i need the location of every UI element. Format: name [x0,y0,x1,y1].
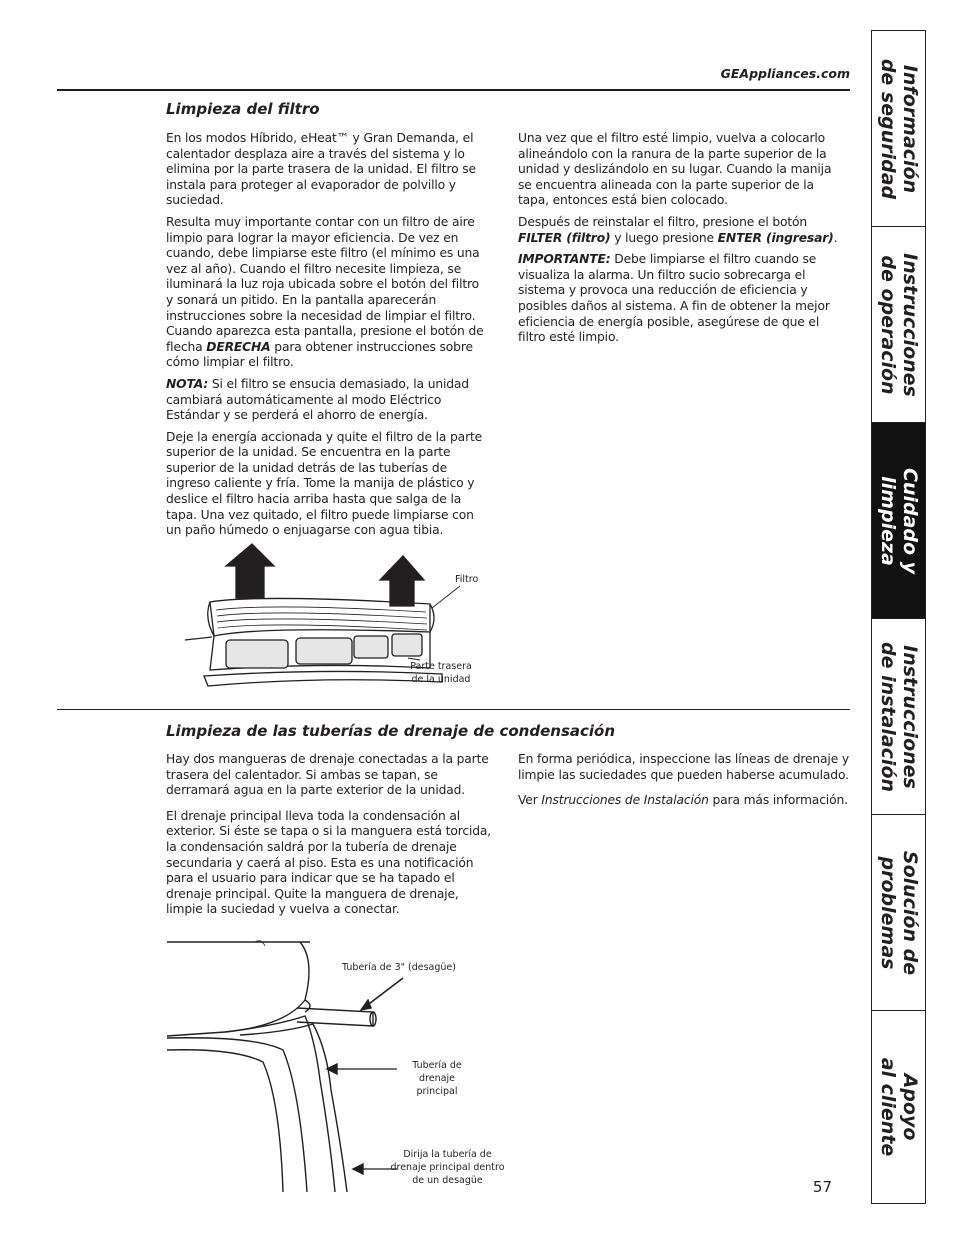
paragraph: Una vez que el filtro esté limpio, vuelva a colocarlo alineándolo con la ranura de la parte superior de la unidad y deslizándolo en su lugar. Cuando la manija se encuentra alineada con la parte superior de la tapa, entonces está bien colocado. [518,131,832,208]
tab-instrucciones-instalacion[interactable] [872,619,925,815]
paragraph: Hay dos mangueras de drenaje conectadas a la parte trasera del calentador. Si ambas se tapan, se derramará agua en la parte exterior de la unidad. [166,752,489,798]
tab-label: Instrucciones de instalación [876,641,921,792]
paragraph: Resulta muy importante contar con un filtro de aire limpio para lograr la mayor eficiencia. De vez en cuando, debe limpiarse este filtro (el mínimo es una vez al año). Cuando el filtro necesite limpieza, se iluminará la luz roja ubicada sobre el botón del filtro y sonará un pitido. En la pantalla aparecerán instrucciones sobre la necesidad de limpiar el filtro. Cuando aparezca esta pantalla, presione el botón de flecha DERECHA para obtener instrucciones sobre cómo limpiar el filtro. [166,214,484,370]
tab-solucion-problemas[interactable] [872,815,925,1011]
drain-left-column [166,752,496,924]
paragraph: Después de reinstalar el filtro, presione el botón FILTER (filtro) y luego presione ENTER (ingresar). [518,214,838,245]
tab-label: Información de seguridad [876,58,921,199]
tab-instrucciones-operacion[interactable] [872,227,925,423]
side-tabs [871,30,926,1204]
arrow-head-icon [353,1164,363,1174]
main-drain-label: Tubería de drenaje principal [412,1060,462,1097]
important-paragraph: IMPORTANTE: Debe limpiarse el filtro cuando se visualiza la alarma. Un filtro sucio sobrecarga el sistema y provoca una reducción de eficiencia y posibles daños al sistema. A fin de obtener la mejor eficiencia de energía posible, asegúrese de que el filtro esté limpio. [518,252,830,345]
tab-cuidado-limpieza[interactable] [872,423,925,619]
site-url: GEAppliances.com [720,66,850,81]
header-rule [57,89,850,91]
pipe-3in-label: Tubería de 3" (desagüe) [342,962,456,973]
up-arrow-icon [380,556,424,606]
paragraph: Ver Instrucciones de Instalación para más información. [518,793,848,808]
tab-informacion-seguridad[interactable] [872,31,925,227]
paragraph: En los modos Híbrido, eHeat™ y Gran Demanda, el calentador desplaza aire a través del sistema y lo elimina por la parte trasera de la unidad. El filtro se instala para proteger al evaporador de polvillo y suciedad. [166,131,476,208]
tab-label: Instrucciones de operación [876,252,921,397]
page-number: 57 [812,1178,832,1196]
filter-label: Filtro [455,574,479,585]
section-title-drain: Limpieza de las tuberías de drenaje de condensación [166,722,616,740]
direct-drain-label: Dirija la tubería de drenaje principal dentro de un desagüe [390,1149,505,1186]
section-divider [57,709,850,710]
note-paragraph: NOTA: Si el filtro se ensucia demasiado, la unidad cambiará automáticamente al modo Eléctrico Estándar y se perderá el ahorro de energía. [166,376,469,423]
paragraph: En forma periódica, inspeccione las líneas de drenaje y limpie las suciedades que pueden haberse acumulado. [518,752,850,782]
section-title-filter: Limpieza del filtro [166,100,320,118]
filter-left-column [166,131,484,545]
filter-right-column [518,131,843,352]
tab-apoyo-cliente[interactable] [872,1011,925,1202]
tab-label: Apoyo al cliente [876,1057,921,1156]
paragraph: El drenaje principal lleva toda la condensación al exterior. Si éste se tapa o si la manguera está torcida, la condensación saldrá por la tubería de drenaje secundaria y caerá al piso. Esta es una notificación para el usuario para indicar que se ha tapado el drenaje principal. Quite la manguera de drenaje, limpie la suciedad y vuelva a conectar. [166,808,492,917]
up-arrow-icon [226,544,274,598]
tab-label: Solución de problemas [876,850,921,975]
paragraph: Deje la energía accionada y quite el filtro de la parte superior de la unidad. Se encuentra en la parte superior de la unidad detrás de las tuberías de ingreso caliente y fría. Tome la manija de plástico y deslice el filtro hacia arriba hasta que salga de la tapa. Una vez quitado, el filtro puede limpiarse con un paño húmedo o enjuagarse con agua tibia. [166,429,483,538]
unit-back-label: Parte trasera de la unidad [410,661,472,685]
tab-label: Cuidado y limpieza [876,467,921,574]
drain-right-column [518,752,850,815]
